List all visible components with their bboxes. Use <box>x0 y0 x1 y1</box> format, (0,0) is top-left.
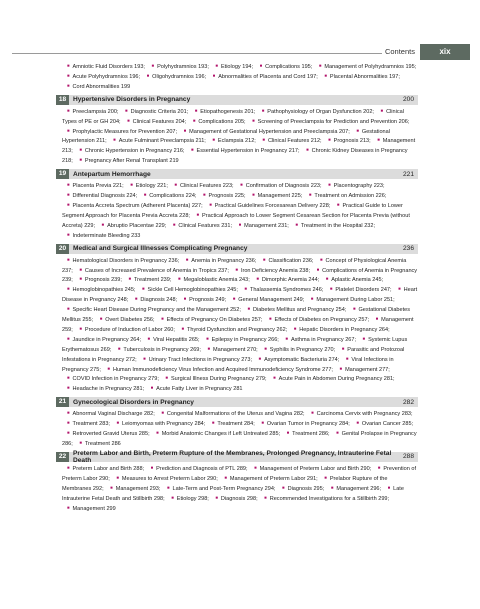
chapter-entry-list <box>62 409 418 449</box>
toc-entry: ■ Etiology 298; <box>166 496 209 502</box>
toc-entry: ■ Treatment 284; <box>207 421 255 427</box>
toc-entry: ■ Oligohydramnios 196; <box>142 74 207 80</box>
chapter-title: Medical and Surgical Illnesses Complicating Pregnancy <box>73 245 248 253</box>
toc-entry: ■ Diagnostic Criteria 201; <box>120 109 188 115</box>
toc-entry: ■ Concept of Physiological Anemia 237; <box>62 258 406 274</box>
toc-entry: ■ Treatment 283; <box>62 421 110 427</box>
chapter-heading <box>56 244 418 254</box>
chapter-heading <box>56 95 418 105</box>
chapter-entry-list <box>62 464 418 514</box>
chapter-number: 22 <box>56 452 69 462</box>
toc-entry: ■ Gestational Diabetes Mellitus 255; <box>62 307 410 323</box>
toc-entry: ■ Carcinoma Cervix with Pregnancy 283; <box>306 411 412 417</box>
toc-entry: ■ Management of Preterm Labor 291; <box>219 476 317 482</box>
toc-entry: ■ Human Immunodeficiency Virus Infection and Acquired Immunodeficiency Syndrome 277; <box>102 367 333 373</box>
toc-entry: ■ Specific Heart Disease During Pregnancy and the Management 252; <box>62 307 241 313</box>
toc-entry: ■ Megaloblastic Anemia 243; <box>173 277 250 283</box>
toc-entry: ■ Late Intrauterine Fetal Death and Stillbirth 298; <box>62 486 404 502</box>
toc-entry: ■ Chronic Kidney Diseases in Pregnancy 218; <box>62 148 408 164</box>
toc-entry: ■ Pathophysiology of Organ Dysfunction 202; <box>257 109 374 115</box>
toc-entry: ■ Tuberculosis in Pregnancy 269; <box>113 347 201 353</box>
toc-entry: ■ Ovarian Cancer 285; <box>351 421 413 427</box>
toc-entry: ■ Causes of Increased Prevalence of Anemia in Tropics 237; <box>74 268 229 274</box>
chapter-title: Hypertensive Disorders in Pregnancy <box>73 96 191 104</box>
toc-entry: ■ Asthma in Pregnancy 267; <box>280 337 356 343</box>
toc-entry: ■ Eclampsia 212; <box>207 138 255 144</box>
toc-entry: ■ Sickle Cell Hemoglobinopathies 245; <box>137 287 238 293</box>
chapter-heading <box>56 397 418 407</box>
chapter-entry-list <box>62 256 418 395</box>
toc-entry: ■ Clinical Types of PE or GH 204; <box>62 109 404 125</box>
toc-entry: ■ Management 270; <box>202 347 257 353</box>
toc-entry: ■ Treatment in the Hospital 232; <box>290 223 375 229</box>
toc-entry: ■ Management 213; <box>62 138 415 154</box>
chapter-page: 200 <box>402 96 414 104</box>
toc-entry: ■ Measures to Arrest Preterm Labor 290; <box>111 476 217 482</box>
chapter-title: Preterm Labor and Birth, Preterm Rupture of the Membranes, Prolonged Pregnancy, Intrauterine Fetal Death <box>73 449 392 464</box>
toc-entry: ■ Differential Diagnosis 224; <box>62 193 137 199</box>
toc-entry: ■ Urinary Tract Infections in Pregnancy 273; <box>138 357 252 363</box>
chapter-section <box>56 397 418 449</box>
toc-entry: ■ Management 259; <box>62 317 414 333</box>
toc-entry: ■ Hepatic Disorders in Pregnancy 264; <box>289 327 390 333</box>
toc-entry: ■ Hematological Disorders in Pregnancy 236; <box>62 258 179 264</box>
toc-entry: ■ Preterm Labor and Birth 288; <box>62 466 144 472</box>
toc-entry: ■ Clinical Features 223; <box>169 183 233 189</box>
header-rule <box>12 53 392 54</box>
toc-entry: ■ Heart Disease in Pregnancy 248; <box>62 287 417 303</box>
toc-entry: ■ COVID Infection in Pregnancy 279; <box>62 376 159 382</box>
toc-entry: ■ Gestational Hypertension 211; <box>62 129 390 145</box>
toc-entry: ■ Prevention of Preterm Labor 290; <box>62 466 416 482</box>
toc-entry: ■ Recommended Investigations for a Stillbirth 299; <box>259 496 389 502</box>
toc-entry: ■ Abnormal Vaginal Discharge 282; <box>62 411 155 417</box>
toc-entry: ■ Abruptio Placentae 229; <box>97 223 167 229</box>
toc-entry: ■ Aplastic Anemia 245; <box>321 277 383 283</box>
toc-entry: ■ Diabetes Mellitus and Pregnancy 254; <box>242 307 346 313</box>
toc-entry: ■ Pregnancy After Renal Transplant 219 <box>74 158 178 164</box>
toc-entry: ■ Viral Hepatitis 265; <box>143 337 200 343</box>
toc-entry: ■ Effects of Diabetes on Pregnancy 257; <box>264 317 369 323</box>
chapter-entry-list <box>62 107 418 166</box>
toc-entry: ■ Retroverted Gravid Uterus 285; <box>62 431 150 437</box>
contents-body <box>56 62 418 513</box>
chapter-list <box>56 95 418 514</box>
toc-entry: ■ Prediction and Diagnosis of PTL 289; <box>146 466 248 472</box>
toc-entry: ■ Diagnosis 298; <box>210 496 257 502</box>
toc-entry: ■ Dimorphic Anemia 244; <box>251 277 319 283</box>
toc-entry: ■ Diagnosis 248; <box>130 297 177 303</box>
toc-entry: ■ Surgical Illness During Pregnancy 279; <box>160 376 266 382</box>
toc-entry: ■ Systemic Lupus Erythematosus 269; <box>62 337 407 353</box>
chapter-title: Gynecological Disorders in Pregnancy <box>73 398 194 406</box>
chapter-number: 19 <box>56 169 69 179</box>
toc-entry: ■ Essential Hypertension in Pregnancy 217; <box>186 148 300 154</box>
toc-entry: ■ Chronic Hypertension in Pregnancy 216; <box>74 148 184 154</box>
toc-entry: ■ Complications 224; <box>139 193 197 199</box>
toc-entry: ■ Overt Diabetes 256; <box>95 317 155 323</box>
toc-entry: ■ Morbid Anatomic Changes if Left Untreated 285; <box>151 431 280 437</box>
toc-entry: ■ Practical Guide to Lower Segment Approach for Placenta Previa Accreta 228; <box>62 203 403 219</box>
chapter-page: 288 <box>402 453 414 461</box>
chapter-entry-list <box>62 181 418 240</box>
toc-entry: ■ Congenital Malformations of the Uterus and Vagina 282; <box>156 411 304 417</box>
toc-entry: ■ Complications of Anemia in Pregnancy 239; <box>62 268 417 284</box>
toc-entry: ■ Management of Preterm Labor and Birth 290; <box>249 466 371 472</box>
toc-entry: ■ Diagnosis 295; <box>277 486 324 492</box>
toc-entry: ■ Clinical Features 231; <box>168 223 232 229</box>
toc-entry: ■ Management 299 <box>62 506 116 512</box>
toc-entry: ■ Thyroid Dysfunction and Pregnancy 262; <box>176 327 287 333</box>
toc-entry: ■ Complications 195; <box>255 64 313 70</box>
toc-entry: ■ Clinical Features 212; <box>257 138 321 144</box>
toc-entry: ■ Prelabor Rupture of the Membranes 292; <box>62 476 387 492</box>
toc-entry: ■ Prognosis 225; <box>198 193 246 199</box>
toc-entry: ■ Treatment 239; <box>123 277 171 283</box>
toc-entry: ■ Etiology 221; <box>125 183 168 189</box>
toc-entry: ■ Polyhydramnios 193; <box>147 64 209 70</box>
toc-entry: ■ Leiomyomas with Pregnancy 284; <box>112 421 206 427</box>
toc-entry: ■ Syphilis in Pregnancy 270; <box>259 347 335 353</box>
toc-entry: ■ Management of Gestational Hypertension and Preeclampsia 207; <box>179 129 350 135</box>
header-title: Contents <box>382 47 418 56</box>
toc-entry: ■ Management During Labor 251; <box>306 297 395 303</box>
toc-entry: ■ Etiopathogenesis 201; <box>190 109 255 115</box>
toc-entry: ■ Epilepsy in Pregnancy 266; <box>201 337 279 343</box>
toc-entry: ■ Effects of Pregnancy On Diabetes 257; <box>156 317 262 323</box>
toc-entry: ■ Jaundice in Pregnancy 264; <box>62 337 141 343</box>
toc-entry: ■ Platelet Disorders 247; <box>325 287 392 293</box>
toc-entry: ■ Placental Abnormalities 197; <box>319 74 400 80</box>
toc-entry: ■ Treatment 286; <box>282 431 330 437</box>
toc-entry: ■ Cord Abnormalities 199 <box>62 84 130 90</box>
chapter-page: 236 <box>402 245 414 253</box>
chapter-heading <box>56 169 418 179</box>
toc-entry: ■ Complications 205; <box>188 119 246 125</box>
toc-entry: ■ Prognosis 213; <box>323 138 371 144</box>
toc-entry: ■ Ovarian Tumor in Pregnancy 284; <box>256 421 349 427</box>
toc-entry: ■ Viral Infections in Pregnancy 275; <box>62 357 394 373</box>
toc-entry: ■ Acute Fulminant Preeclampsia 211; <box>108 138 206 144</box>
toc-entry: ■ Treatment on Admission 226; <box>304 193 386 199</box>
toc-entry: ■ Placentography 223; <box>323 183 384 189</box>
toc-entry: ■ Practical Approach to Lower Segment Cesarean Section for Placenta Previa (without Accreta) 229; <box>62 213 410 229</box>
toc-entry: ■ Prophylactic Measures for Prevention 207; <box>62 129 177 135</box>
toc-entry: ■ Placenta Previa 221; <box>62 183 124 189</box>
toc-entry: ■ Amniotic Fluid Disorders 193; <box>62 64 145 70</box>
toc-entry: ■ Acute Polyhydramnios 196; <box>62 74 140 80</box>
toc-entry: ■ General Management 249; <box>228 297 305 303</box>
toc-entry: ■ Parasitic and Protozoal Infestations in Pregnancy 272; <box>62 347 404 363</box>
toc-entry: ■ Prognosis 239; <box>74 277 122 283</box>
toc-entry: ■ Procedure of Induction of Labor 260; <box>74 327 175 333</box>
toc-entry: ■ Treatment 286 <box>74 441 120 447</box>
intro-entry-list <box>62 62 418 92</box>
chapter-page: 282 <box>402 398 414 406</box>
page-number-tab: xix <box>420 44 470 60</box>
toc-entry: ■ Genital Prolapse in Pregnancy 286; <box>62 431 417 447</box>
toc-entry: ■ Indeterminate Bleeding 233 <box>62 233 140 239</box>
chapter-title: Antepartum Hemorrhage <box>73 170 151 178</box>
chapter-section <box>56 449 418 514</box>
chapter-number: 20 <box>56 244 69 254</box>
chapter-section <box>56 169 418 240</box>
chapter-page: 221 <box>402 170 414 178</box>
chapter-section <box>56 95 418 166</box>
toc-entry: ■ Asymptomatic Bacteriuria 274; <box>254 357 340 363</box>
page-header <box>0 44 480 62</box>
toc-entry: ■ Management 296; <box>326 486 381 492</box>
toc-entry: ■ Management of Polyhydramnios 195; <box>314 64 416 70</box>
toc-entry: ■ Etiology 194; <box>210 64 253 70</box>
toc-entry: ■ Clinical Features 204; <box>122 119 186 125</box>
toc-entry: ■ Confirmation of Diagnosis 223; <box>235 183 321 189</box>
toc-entry: ■ Thalassemia Syndromes 246; <box>239 287 323 293</box>
toc-entry: ■ Management 231; <box>234 223 289 229</box>
toc-entry: ■ Practical Guidelines Forcesarean Delivery 228; <box>204 203 330 209</box>
chapter-number: 18 <box>56 95 69 105</box>
toc-entry: ■ Abnormalities of Placenta and Cord 197; <box>208 74 318 80</box>
toc-entry: ■ Iron Deficiency Anemia 238; <box>230 268 310 274</box>
toc-entry: ■ Acute Pain in Abdomen During Pregnancy 281; <box>268 376 394 382</box>
toc-entry: ■ Classification 236; <box>258 258 314 264</box>
chapter-section <box>56 244 418 395</box>
chapter-heading <box>56 449 418 464</box>
toc-entry: ■ Management 225; <box>247 193 302 199</box>
toc-entry: ■ Management 277; <box>335 367 390 373</box>
toc-entry: ■ Placenta Accreta Spectrum (Adherent Placenta) 227; <box>62 203 203 209</box>
toc-entry: ■ Late-Term and Post-Term Pregnancy 294; <box>162 486 276 492</box>
toc-entry: ■ Management 293; <box>105 486 160 492</box>
toc-entry: ■ Screening of Preeclampsia for Prediction and Prevention 206; <box>247 119 409 125</box>
toc-entry: ■ Anemia in Pregnancy 236; <box>181 258 257 264</box>
toc-entry: ■ Prognosis 249; <box>179 297 227 303</box>
toc-entry: ■ Preeclampsia 200; <box>62 109 118 115</box>
toc-entry: ■ Acute Fatty Liver in Pregnancy 281 <box>146 386 243 392</box>
chapter-number: 21 <box>56 397 69 407</box>
toc-entry: ■ Hemoglobinopathies 245; <box>62 287 135 293</box>
toc-entry: ■ Headache in Pregnancy 281; <box>62 386 144 392</box>
